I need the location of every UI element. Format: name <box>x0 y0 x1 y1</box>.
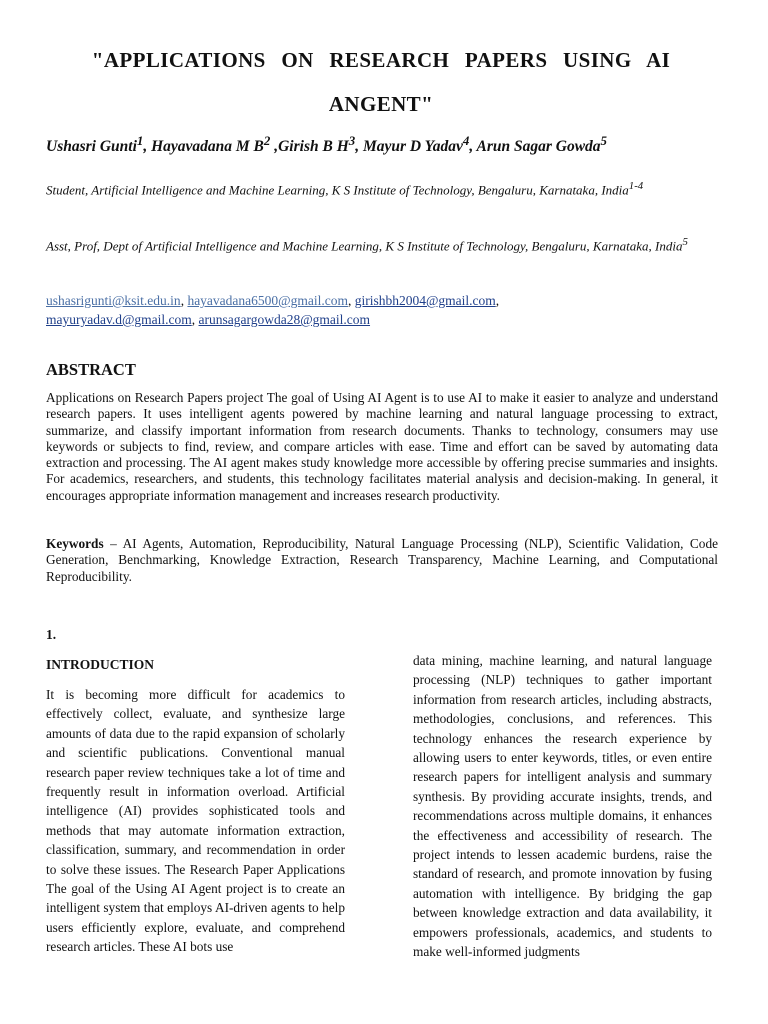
intro-text-left: It is becoming more difficult for academics to effectively collect, evaluate, and synthesize large amounts of data due to the rapid expansion of scholarly and scientific publications. Conventional manual research paper review techniques take a lot of time and frequently result in information overload. Artificial intelligence (AI) provides sophisticated tools and methods that may automate information extraction, classification, summary, and recommendation in order to solve these issues. The Research Paper Applications The goal of the Using AI Agent project is to create an intelligent system that employs AI-driven agents to help users efficiently explore, evaluate, and comprehend research articles. These AI bots use <box>46 687 345 955</box>
abstract-text: Applications on Research Papers project The goal of Using AI Agent is to use AI to make it easier to analyze and understand research papers. It uses intelligent agents powered by machine learning and natural language processing to extract, summarize, and classify important information from research documents. Thanks to technology, consumers may use keywords or subjects to find, review, and compare articles with ease. Time and effort can be saved by automating data extraction and processing. The AI agent makes study knowledge more accessible by offering precise summaries and insights. For academics, researchers, and students, this technology facilitates material analysis and decision-making. In general, it encourages appropriate information management and increases research productivity. <box>46 390 718 503</box>
abstract-heading: ABSTRACT <box>46 360 136 379</box>
author: Arun Sagar Gowda$^5$ <box>476 133 607 156</box>
email-link[interactable]: hayavadana6500@gmail.com <box>187 293 348 308</box>
intro-text-right: data mining, machine learning, and natural language processing (NLP) techniques to gather important information from research articles, including abstracts, methodologies, conclusions, and references. This technology enhances the research experience by allowing users to enter keywords, titles, or even entire research papers for intelligent analysis and summary synthesis. By providing accurate insights, trends, and recommendations across multiple domains, it enhances the effectiveness and accessibility of research. The project intends to lessen academic burdens, raise the standard of research, and promote innovation by fusing automation with intelligence. By bridging the gap between knowledge extraction and data availability, it empowers professionals, academics, and students to make well-informed judgments <box>413 653 712 960</box>
left-column <box>46 657 345 957</box>
section-heading: INTRODUCTION <box>46 657 155 672</box>
section-number: 1. <box>46 627 57 642</box>
email-link[interactable]: mayuryadav.d@gmail.com <box>46 312 192 327</box>
author-list <box>46 133 726 156</box>
author: Ushasri Gunti$^1$, <box>46 133 152 156</box>
keywords-text: AI Agents, Automation, Reproducibility, Natural Language Processing (NLP), Scientific Validation, Code Generation, Benchmarking, Knowledge Extraction, Research Transparency, Machine Learning, and Computational Reproducibility. <box>46 536 718 584</box>
affiliation-professor: Asst, Prof, Dept of Artificial Intelligence and Machine Learning, K S Institute of Technology, Bengaluru, Karnataka, India$^5$ <box>46 236 688 254</box>
email-list: ushasrigunti@ksit.edu.in, hayavadana6500@gmail.com, girishbh2004@gmail.com, mayuryadav.d@gmail.com, arunsagargowda28@gmail.com <box>46 293 500 327</box>
paper-title: "APPLICATIONS ON RESEARCH PAPERS USING AI ANGENT" <box>91 48 671 116</box>
email-link[interactable]: girishbh2004@gmail.com <box>354 293 496 308</box>
email-link[interactable]: arunsagargowda28@gmail.com <box>198 312 371 327</box>
email-link[interactable]: ushasrigunti@ksit.edu.in <box>46 293 181 308</box>
author: Hayavadana M $B^2$ , <box>151 133 279 156</box>
right-column <box>413 651 712 962</box>
affiliation-students: Student, Artificial Intelligence and Machine Learning, K S Institute of Technology, Bengaluru, Karnataka, India$^{1-4}$ <box>46 180 644 198</box>
keywords-paragraph: Keywords – AI Agents, Automation, Reproducibility, Natural Language Processing (NLP), Scientific Validation, Code Generation, Benchmarking, Knowledge Extraction, Research Transparency, Machine Learning, and Computational Reproducibility. <box>46 536 718 584</box>
author: Mayur D Yadav$^4$, <box>362 133 477 156</box>
author: Girish B $H^3$, <box>278 133 363 156</box>
keywords-label: Keywords <box>46 536 104 551</box>
